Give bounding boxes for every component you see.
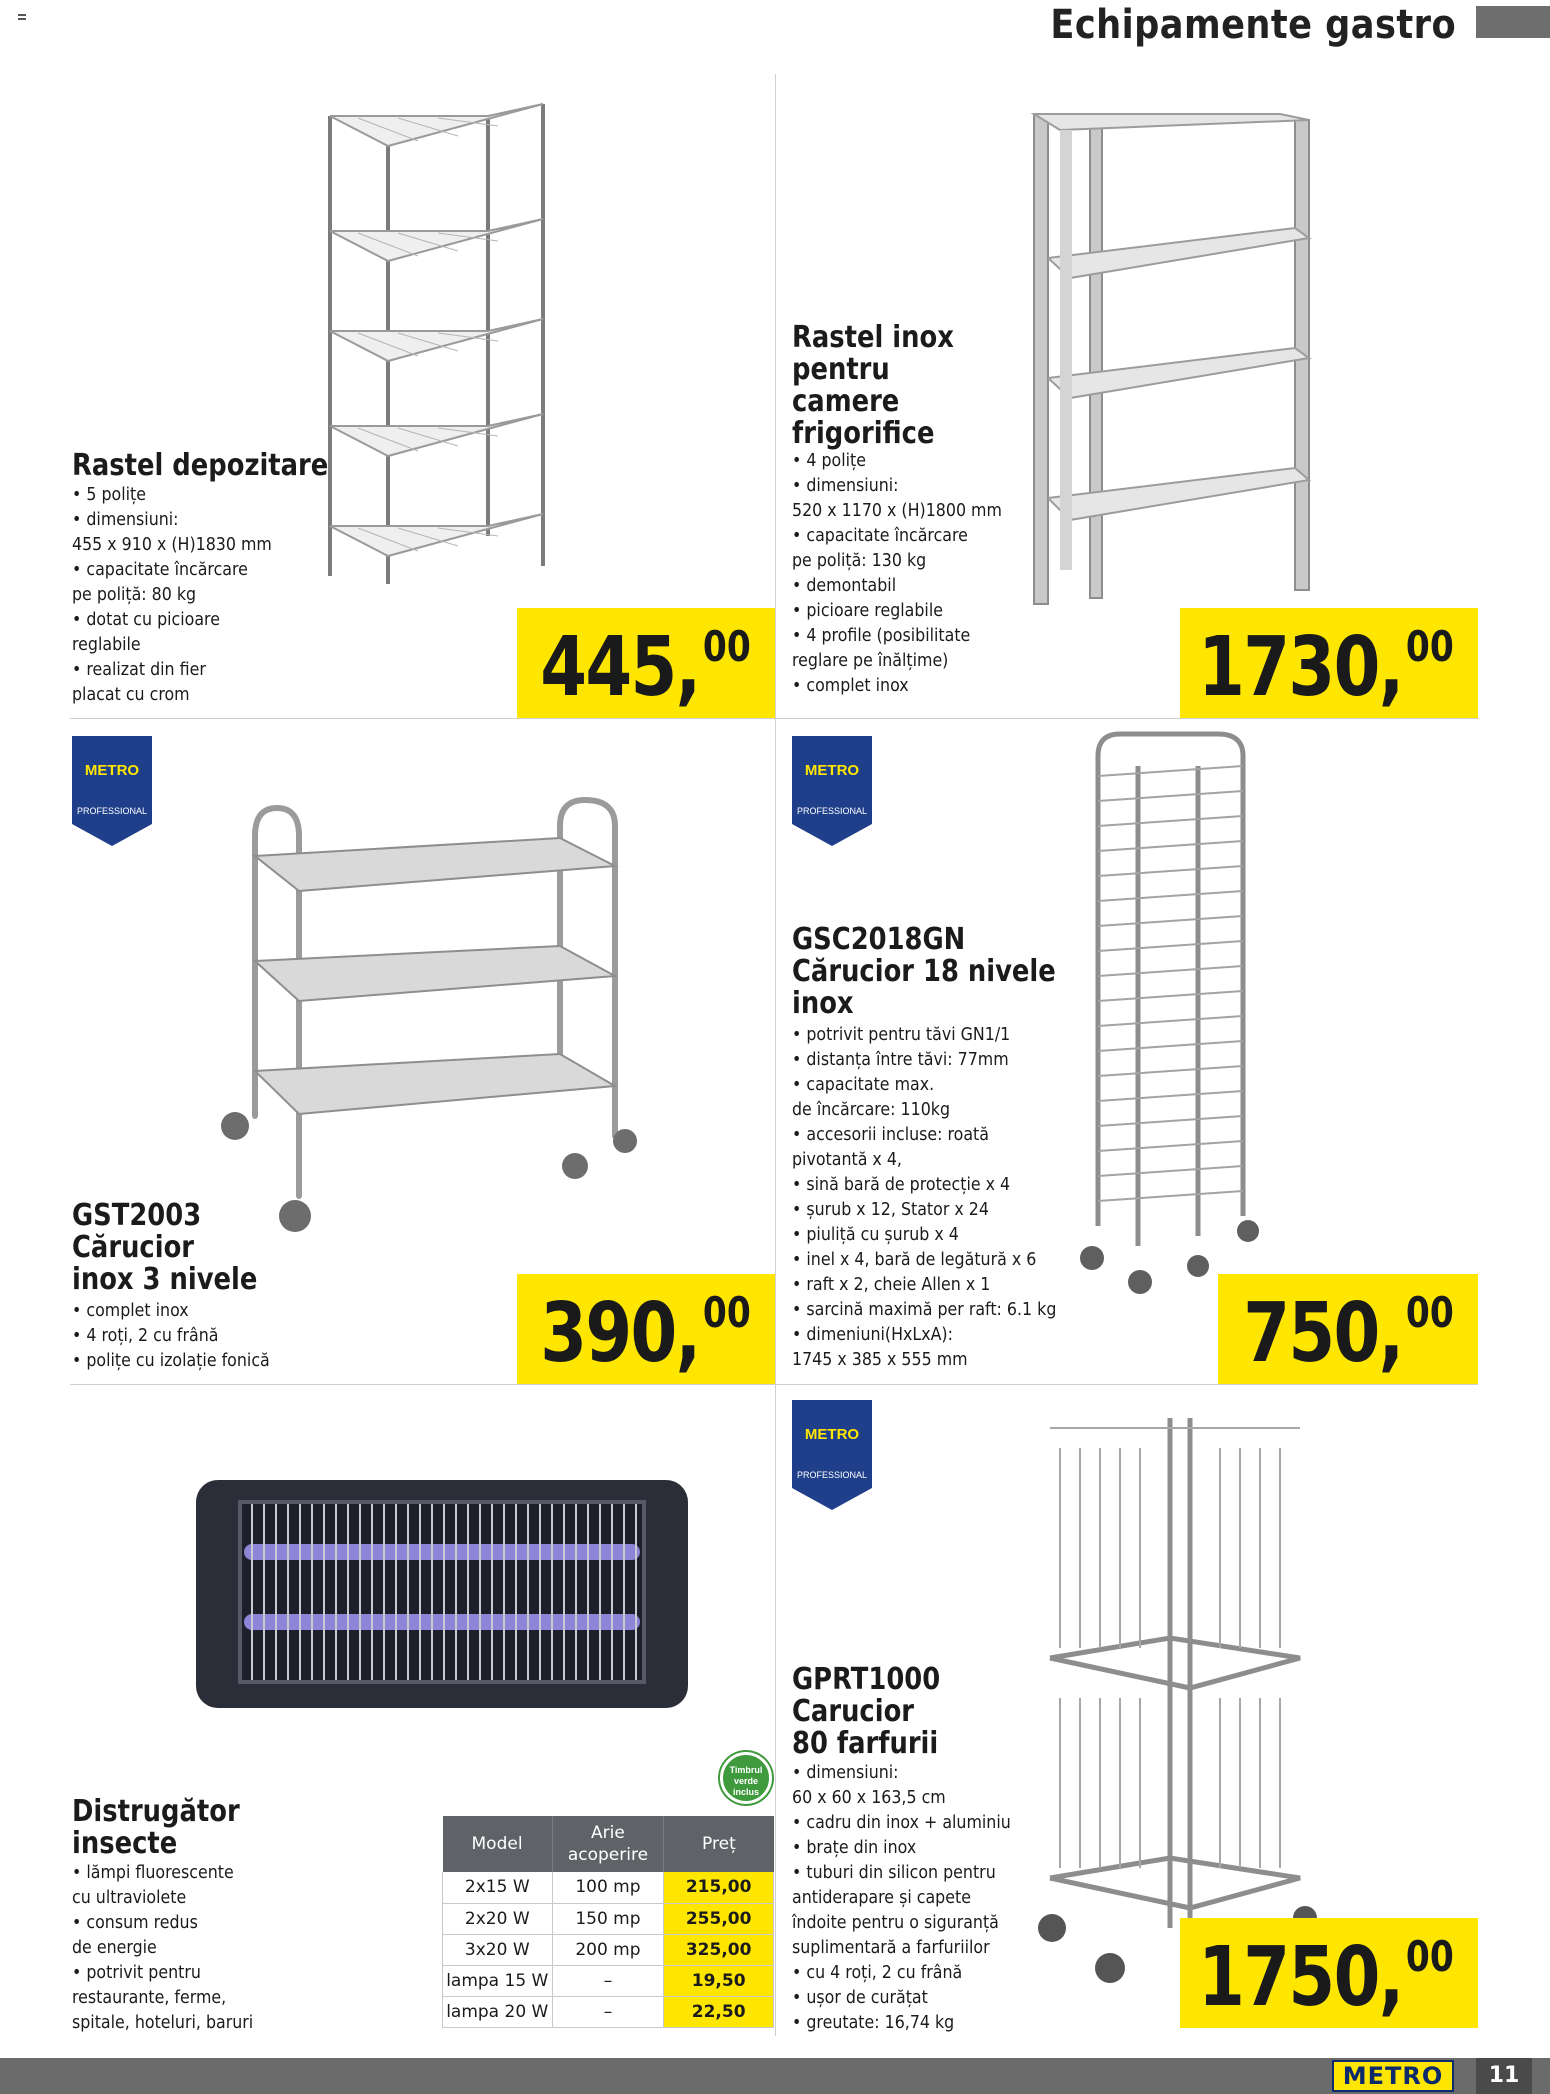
feature-line: de încărcare: 110kg	[792, 1099, 951, 1120]
plate-trolley-image	[1030, 1408, 1320, 1988]
metro-logo: METRO	[1332, 2060, 1454, 2092]
feature-line: • greutate: 16,74 kg	[792, 2012, 955, 2033]
price-tag: 750,00	[1218, 1274, 1478, 1384]
feature-line: • lămpi fluorescente	[72, 1862, 234, 1883]
feature-line: • complet inox	[792, 675, 909, 696]
feature-line: de energie	[72, 1937, 157, 1958]
product-title: Rastel depozitare	[72, 448, 329, 483]
feature-line: • inel x 4, bară de legătură x 6	[792, 1249, 1037, 1270]
page-title: Echipamente gastro	[1050, 2, 1456, 48]
feature-line: • ușor de curățat	[792, 1987, 928, 2008]
table-row: lampa 20 W – 22,50	[443, 1996, 774, 2027]
feature-line: • cadru din inox + aluminiu	[792, 1812, 1011, 1833]
metro-professional-badge: METRO PROFESSIONAL	[72, 736, 152, 846]
feature-line: • 4 profile (posibilitate	[792, 625, 971, 646]
feature-line: • dotat cu picioare	[72, 609, 220, 630]
feature-line: • capacitate max.	[792, 1074, 935, 1095]
wire-shelf-image	[318, 96, 558, 586]
metro-professional-badge: METRO PROFESSIONAL	[792, 736, 872, 846]
feature-line: • capacitate încărcare	[792, 525, 968, 546]
table-row: lampa 15 W – 19,50	[443, 1965, 774, 1996]
feature-line: suplimentară a farfuriilor	[792, 1937, 990, 1958]
feature-line: • tuburi din silicon pentru	[792, 1862, 996, 1883]
feature-line: reglabile	[72, 634, 141, 655]
product-title: Distrugător insecte	[72, 1794, 240, 1861]
feature-line: pe poliță: 80 kg	[72, 584, 197, 605]
table-header: Arie acoperire	[552, 1816, 664, 1872]
feature-line: • dimensiuni:	[72, 509, 179, 530]
product-title: Rastel inox pentru camere frigorifice	[792, 320, 954, 451]
product-features	[792, 1760, 1011, 2035]
feature-line: • potrivit pentru tăvi GN1/1	[792, 1024, 1011, 1045]
table-header: Model	[443, 1816, 553, 1872]
feature-line: • 5 polițe	[72, 484, 147, 505]
price-table	[442, 1816, 774, 2028]
product-features	[72, 482, 272, 707]
feature-line: • demontabil	[792, 575, 897, 596]
table-row: 3x20 W 200 mp 325,00	[443, 1934, 774, 1965]
feature-line: cu ultraviolete	[72, 1887, 187, 1908]
feature-line: 520 x 1170 x (H)1800 mm	[792, 500, 1002, 521]
tray-rack-image	[1068, 726, 1268, 1296]
product-features	[792, 1022, 1056, 1372]
feature-line: • brațe din inox	[792, 1837, 917, 1858]
feature-line: pivotantă x 4,	[792, 1149, 902, 1170]
feature-line: • dimeniuni(HxLxA):	[792, 1324, 953, 1345]
product-title: GSC2018GN Cărucior 18 nivele inox	[792, 922, 1056, 1021]
footer-bar	[0, 2058, 1550, 2094]
row-divider	[70, 1384, 775, 1385]
product-title: GPRT1000 Carucior 80 farfurii	[792, 1662, 941, 1761]
feature-line: • capacitate încărcare	[72, 559, 248, 580]
feature-line: • consum redus	[72, 1912, 198, 1933]
page-number: 11	[1476, 2058, 1532, 2094]
feature-line: • potrivit pentru	[72, 1962, 201, 1983]
feature-line: îndoite pentru o siguranță	[792, 1912, 999, 1933]
feature-line: restaurante, ferme,	[72, 1987, 227, 2008]
table-row: 2x15 W 100 mp 215,00	[443, 1872, 774, 1903]
feature-line: placat cu crom	[72, 684, 190, 705]
price-tag: 1730,00	[1180, 608, 1478, 718]
feature-line: 60 x 60 x 163,5 cm	[792, 1787, 946, 1808]
header-bar	[1476, 6, 1550, 38]
price-tag: 445,00	[517, 608, 775, 718]
price-tag: 1750,00	[1180, 1918, 1478, 2028]
feature-line: • dimensiuni:	[792, 1762, 899, 1783]
feature-line: antiderapare și capete	[792, 1887, 971, 1908]
insect-killer-image	[192, 1474, 692, 1714]
feature-line: • 4 polițe	[792, 450, 867, 471]
feature-line: • sarcină maximă per raft: 6.1 kg	[792, 1299, 1057, 1320]
trolley-image	[215, 796, 665, 1236]
feature-line: 455 x 910 x (H)1830 mm	[72, 534, 272, 555]
corner-mark	[18, 14, 26, 20]
feature-line: • picioare reglabile	[792, 600, 943, 621]
steel-shelf-image	[1030, 108, 1320, 608]
feature-line: reglare pe înălțime)	[792, 650, 949, 671]
feature-line: • cu 4 roți, 2 cu frână	[792, 1962, 963, 1983]
feature-line: • dimensiuni:	[792, 475, 899, 496]
feature-line: • raft x 2, cheie Allen x 1	[792, 1274, 991, 1295]
feature-line: pe poliță: 130 kg	[792, 550, 927, 571]
feature-line: • sină bară de protecție x 4	[792, 1174, 1011, 1195]
row-divider	[776, 1384, 1478, 1385]
product-features	[72, 1860, 253, 2035]
feature-line: 1745 x 385 x 555 mm	[792, 1349, 968, 1370]
product-features	[72, 1298, 270, 1373]
feature-line: • complet inox	[72, 1300, 189, 1321]
table-header: Preț	[664, 1816, 774, 1872]
product-title: GST2003 Cărucior inox 3 nivele	[72, 1198, 258, 1297]
feature-line: • 4 roți, 2 cu frână	[72, 1325, 219, 1346]
green-stamp-badge: Timbrul verde inclus	[720, 1752, 772, 1804]
feature-line: • realizat din fier	[72, 659, 206, 680]
feature-line: spitale, hoteluri, baruri	[72, 2012, 254, 2033]
row-divider	[70, 718, 775, 719]
column-divider	[775, 74, 776, 2036]
feature-line: • șurub x 12, Stator x 24	[792, 1199, 989, 1220]
price-tag: 390,00	[517, 1274, 775, 1384]
feature-line: • distanța între tăvi: 77mm	[792, 1049, 1009, 1070]
table-row: 2x20 W 150 mp 255,00	[443, 1903, 774, 1934]
product-features	[792, 448, 1002, 698]
metro-professional-badge: METRO PROFESSIONAL	[792, 1400, 872, 1510]
feature-line: • piuliță cu șurub x 4	[792, 1224, 959, 1245]
feature-line: • polițe cu izolație fonică	[72, 1350, 270, 1371]
row-divider	[776, 718, 1478, 719]
feature-line: • accesorii incluse: roată	[792, 1124, 989, 1145]
